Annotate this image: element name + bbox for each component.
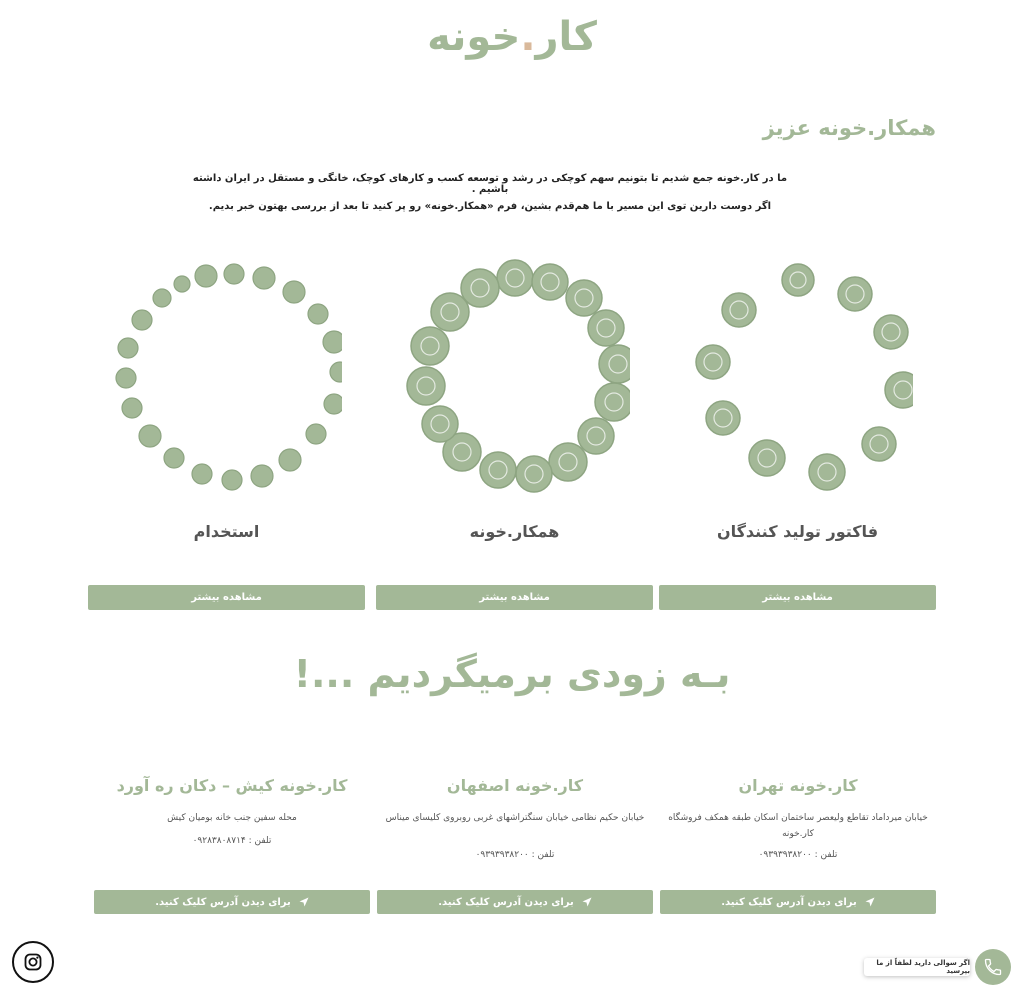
card-title: استخدام	[193, 522, 260, 541]
instagram-button[interactable]	[12, 941, 54, 983]
intro-line-1: ما در کار.خونه جمع شدیم تا بتونیم سهم کوچکی در رشد و توسعه کسب و کارهای کوچک، خانگی و مستقل در ایران داشته باشیم .	[192, 173, 788, 195]
card-title: همکار.خونه	[469, 522, 560, 541]
branch-phone: تلفن : ۰۹۳۹۳۹۳۸۲۰۰	[475, 850, 555, 860]
navigation-arrow-icon	[582, 897, 592, 907]
branch-address: خیابان میرداماد تقاطع ولیعصر ساختمان اسکان طبقه همکف فروشگاه کار.خونه	[668, 813, 928, 839]
dots-ring-icon	[400, 258, 630, 498]
logo-part-2: خونه	[427, 14, 521, 60]
show-address-button[interactable]	[660, 890, 936, 914]
greeting-heading: همکار.خونه عزیز	[762, 116, 936, 140]
navigation-arrow-icon	[299, 897, 309, 907]
branches-section	[94, 776, 936, 916]
show-address-label: برای دیدن آدرس کلیک کنید.	[438, 896, 574, 908]
logo-dot: .	[520, 14, 536, 60]
show-address-button[interactable]	[94, 890, 370, 914]
dots-ring-icon	[112, 258, 342, 498]
card-employment	[88, 258, 365, 610]
phone-icon	[983, 957, 1003, 977]
show-address-label: برای دیدن آدرس کلیک کنید.	[721, 896, 857, 908]
view-more-button[interactable]: مشاهده بیشتر	[376, 585, 653, 610]
service-cards	[88, 258, 936, 618]
branch-title: کار.خونه اصفهان	[446, 776, 584, 795]
branch-tehran	[660, 776, 936, 916]
branch-address: خیابان حکیم نظامی خیابان سنگتراشهای غربی روبروی کلیسای میناس	[385, 813, 645, 823]
site-logo[interactable]	[0, 14, 1024, 60]
coming-soon-heading: بـه زودی برمیگردیم ...!	[293, 652, 731, 696]
card-manufacturer-invoice	[659, 258, 936, 610]
branch-phone: تلفن : ۰۹۲۸۳۸۰۸۷۱۴	[192, 836, 272, 846]
show-address-label: برای دیدن آدرس کلیک کنید.	[155, 896, 291, 908]
dots-ring-icon	[683, 258, 913, 498]
card-hamkar-khooneh	[376, 258, 653, 610]
card-title: فاکتور تولید کنندگان	[716, 522, 879, 541]
branch-phone: تلفن : ۰۹۳۹۳۹۳۸۲۰۰	[758, 850, 838, 860]
call-button[interactable]	[975, 949, 1011, 985]
navigation-arrow-icon	[865, 897, 875, 907]
branch-title: کار.خونه تهران	[738, 776, 858, 795]
show-address-button[interactable]	[377, 890, 653, 914]
help-tooltip[interactable]: اگر سوالی دارید لطفاً از ما بپرسید	[864, 958, 970, 976]
branch-isfahan	[377, 776, 653, 916]
view-more-button[interactable]: مشاهده بیشتر	[88, 585, 365, 610]
branch-address: محله سفین جنب خانه بومیان کیش	[167, 813, 297, 823]
intro-line-2: اگر دوست دارین توی این مسیر با ما هم‌قدم بشین، فرم «همکار.خونه» رو پر کنید تا بعد از بررسی بهتون خبر بدیم.	[208, 201, 772, 212]
instagram-icon	[24, 953, 42, 971]
branch-kish	[94, 776, 370, 916]
view-more-button[interactable]: مشاهده بیشتر	[659, 585, 936, 610]
logo-part-1: کار	[535, 14, 597, 60]
branch-title: کار.خونه کیش – دکان ره آورد	[116, 776, 348, 795]
